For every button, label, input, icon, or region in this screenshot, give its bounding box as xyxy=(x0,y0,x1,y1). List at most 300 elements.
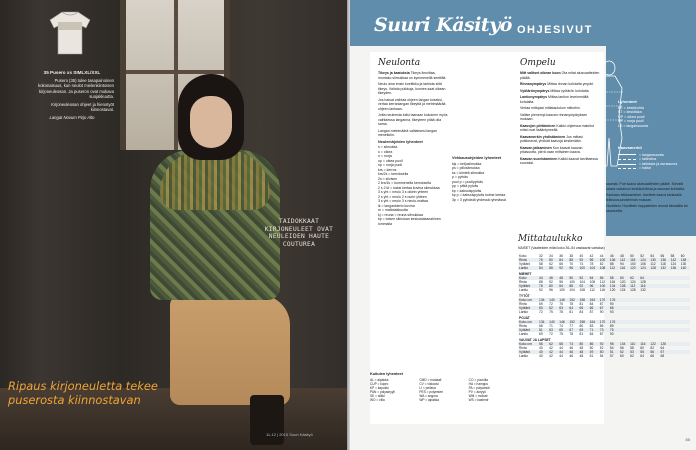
size-header-cell: 46 xyxy=(609,254,614,258)
size-cell: 87 xyxy=(589,310,594,314)
instruction-paragraph xyxy=(378,98,448,112)
yarn-abbr-item: CO = puuvilla xyxy=(468,378,488,382)
size-section-label: VAUVAT JA LAPSET xyxy=(519,338,551,342)
size-cell: 112 xyxy=(609,266,619,270)
legend-item: KE = keskikohta xyxy=(618,105,644,110)
size-cell: 40 xyxy=(538,346,543,350)
size-cell: 68 xyxy=(609,306,619,310)
side-paragraph: Huolittelu: Huolittele kappaleiden reunat siksakilla tai saumurilla. xyxy=(606,204,688,213)
abbr-item: krs/2s = kerroksella xyxy=(378,172,409,176)
legend-item: OP = oikea puoli xyxy=(618,114,645,119)
size-cell: 68 xyxy=(660,354,665,358)
size-cell: 78 xyxy=(569,302,574,306)
size-header-cell: 44 xyxy=(599,254,604,258)
size-cell: 90 xyxy=(609,302,614,306)
paragraph-text: Mittaa rinnan kohdalta ympäri. xyxy=(547,82,595,86)
size-cell: 100 xyxy=(578,266,588,270)
size-cell: 86 xyxy=(589,342,599,346)
abbr-item: 2 s 2 kt = kaksi kertaa kuvina silmukkaa xyxy=(378,185,440,190)
size-cell: 65 xyxy=(578,306,588,310)
yarn-abbr-item: CMD = modaali xyxy=(419,378,442,382)
size-cell: 176 xyxy=(609,298,619,302)
size-cell: 142 xyxy=(670,258,680,262)
size-cell: 92 xyxy=(578,284,588,288)
size-cell: 69 xyxy=(578,328,588,332)
size-row-label: Rinta xyxy=(519,302,527,306)
size-cell: 104 xyxy=(589,266,599,270)
size-cell: 48 xyxy=(579,354,584,358)
model-face xyxy=(190,96,232,148)
size-cell: 90 xyxy=(599,310,604,314)
legend-title: Lyhenteet xyxy=(618,99,637,104)
side-paragraph: Kankaan leikkaaminen: Asettele kaava kankaalle leikkuusuunnitelman mukaan. xyxy=(606,193,682,202)
size-cell: 67 xyxy=(599,306,609,310)
size-cell: 132 xyxy=(640,288,646,292)
paragraph-lead: Lantionympärys xyxy=(520,95,549,99)
yarn-abbr-title: Kuituien lyhenteet xyxy=(370,372,403,376)
size-cell: 87 xyxy=(599,302,604,306)
size-cell: 55 xyxy=(639,350,649,354)
size-header-cell: 38 xyxy=(569,254,574,258)
abbreviation-legend xyxy=(618,100,692,129)
knitting-heading: Neulonta xyxy=(378,58,421,68)
size-cell: 130 xyxy=(680,262,687,266)
size-cell: 96 xyxy=(589,258,599,262)
size-cell: 66 xyxy=(589,306,599,310)
marks-title: Kaavamerkit xyxy=(618,145,642,150)
yarn-abbr-item: WP = alpakka xyxy=(419,398,440,403)
size-table-title: Mittataulukko xyxy=(518,234,583,244)
size-cell: 104 xyxy=(609,284,619,288)
size-cell: 120 xyxy=(609,288,616,292)
size-cell: 158 xyxy=(578,298,588,302)
size-cell: 87 xyxy=(599,332,604,336)
size-row-label: Lantio xyxy=(519,288,528,292)
size-cell: 69 xyxy=(538,302,543,306)
caption-paragraph: Pusero (35) tulee tasapainoinen kokonaisuus, kun neulot mielenkiintoisen kirjoneuleosan. Ja puseron ovat mukava suojakkuutta. xyxy=(38,78,114,99)
size-cell: 116 xyxy=(639,284,649,288)
size-cell: 72 xyxy=(549,332,553,336)
size-cell: 78 xyxy=(589,262,594,266)
model-trousers xyxy=(170,295,290,405)
size-cell: 44 xyxy=(559,354,563,358)
size-cell: 62 xyxy=(548,306,558,310)
paragraph-text: Kaikki ohjeessa mainitut mitat ovat lisääntyneellä. xyxy=(520,123,594,132)
size-cell: 64 xyxy=(639,276,649,280)
size-cell: 50 xyxy=(589,346,594,350)
yarn-abbr-item: AL = alpakka xyxy=(370,378,389,382)
yarn-abbr-box xyxy=(370,372,514,424)
abbr-item: o = oikea xyxy=(378,149,393,154)
abbr-item: kp p = kaksoispylväs kolme kertaa xyxy=(452,193,506,197)
size-cell: 65 xyxy=(558,328,568,332)
size-cell: 136 xyxy=(670,266,680,270)
paragraph-lead: Kaavan suoristaminen xyxy=(520,156,559,161)
size-cell: 128 xyxy=(640,280,646,284)
size-cell: 108 xyxy=(619,284,629,288)
legend-item: KT = keskitaka xyxy=(618,110,642,115)
size-row-label: Lantio xyxy=(519,310,528,314)
size-section-label: POJAT xyxy=(519,316,530,320)
yarn-abbr-item: PV = akryyli xyxy=(468,390,486,395)
size-cell: 50 xyxy=(568,276,578,280)
size-table-intro: NAISET (Vaatteiden mitat koko 36–54 vastaavat vartaloa) xyxy=(518,246,605,250)
size-cell: 128 xyxy=(630,288,636,292)
size-cell: 58 xyxy=(538,262,543,266)
size-row-label: Koko cm xyxy=(518,342,538,346)
size-cell: 54 xyxy=(589,276,599,280)
size-table xyxy=(518,254,690,358)
size-cell: 48 xyxy=(558,276,568,280)
abbr-item: p = pylväs xyxy=(452,175,468,179)
size-row-label: Vyötärö xyxy=(518,306,538,310)
size-row-label: Vyötärö xyxy=(519,262,531,266)
size-header-cell: 56 xyxy=(660,254,665,258)
dashed-line-icon xyxy=(618,168,636,169)
abbr-item: 3 s yht = neulo 3 s oikein yhteen xyxy=(378,190,429,194)
size-cell: 84 xyxy=(589,302,594,306)
size-cell: 69 xyxy=(538,332,543,336)
size-row-label: Koko cm xyxy=(518,320,538,324)
abbr-item: op = oikea puoli xyxy=(378,158,403,163)
model-boot xyxy=(250,395,284,445)
size-header-cell: 60 xyxy=(680,254,685,258)
size-cell: 92 xyxy=(558,266,568,270)
title-band xyxy=(350,0,696,46)
abbr-item: m = mattotakkuutta xyxy=(378,208,408,212)
size-row-label: Koko cm xyxy=(518,298,538,302)
crochet-column xyxy=(452,154,516,202)
photo-caption xyxy=(30,70,114,124)
size-cell: 46 xyxy=(568,350,578,354)
knitting-abbr-list xyxy=(378,145,448,226)
size-cell: 62 xyxy=(630,354,634,358)
side-text-column xyxy=(606,182,690,215)
size-cell: 106 xyxy=(609,258,619,262)
marks-list xyxy=(618,153,692,171)
size-row-label: Lantio xyxy=(518,266,538,270)
instruction-paragraph xyxy=(378,71,448,80)
size-cell: 76 xyxy=(538,258,548,262)
size-cell: 164 xyxy=(589,298,599,302)
pattern-marks-legend xyxy=(618,146,692,171)
size-cell: 120 xyxy=(619,280,626,284)
size-row-label: Lantio xyxy=(519,332,528,336)
abbr-item: 2 s yht = neulo 2 s nurin yhteen xyxy=(378,194,427,199)
abbr-item: kp = kaksoispylväs xyxy=(452,188,482,193)
paragraph-lead: Kaavan jatkaminen xyxy=(520,145,553,150)
size-cell: 64 xyxy=(568,306,578,310)
size-cell: 88 xyxy=(548,266,558,270)
size-cell: 44 xyxy=(559,346,563,350)
size-row-label: Vyötärö xyxy=(518,328,538,332)
size-cell: 74 xyxy=(568,342,578,346)
size-header-cell: 58 xyxy=(670,254,675,258)
size-cell: 100 xyxy=(630,262,636,266)
size-cell: 62 xyxy=(629,276,639,280)
size-cell: 78 xyxy=(559,310,563,314)
size-cell: 84 xyxy=(579,310,584,314)
size-cell: 88 xyxy=(609,262,614,266)
paragraph-text: Langan metrimäärä valitaksesi langan menekkiin. xyxy=(378,128,437,137)
size-cell: 140 xyxy=(548,320,558,324)
paragraph-text: Mittaa vyötärön kohdalta. xyxy=(550,88,590,93)
paragraph-lead: Rinnanympärys xyxy=(520,82,548,86)
paragraph-text: Ota mitat alusvaatteiden päältä. xyxy=(520,71,600,80)
size-cell: 52 xyxy=(619,350,629,354)
size-row-label: Rinta xyxy=(518,258,538,262)
size-cell: 104 xyxy=(619,342,629,346)
size-cell: 112 xyxy=(650,262,656,266)
yarn-abbr-item: HA = hamppu xyxy=(468,382,489,387)
mark-label: = taitoksia ja sivusauma xyxy=(639,161,678,166)
caption-credit: Langat Novum Pirjo Alto xyxy=(49,115,95,121)
size-cell: 152 xyxy=(568,320,578,324)
abbr-item: ks = kiinteä silmukka xyxy=(452,170,485,175)
size-cell: 75 xyxy=(559,302,563,306)
paragraph-text: Jos haluat vaihtaa ohjeen langan toiseksi, vertaa kerranlangan tikeyttä ja metrimäärää ohjeen lankaan. xyxy=(378,97,446,111)
size-cell: 140 xyxy=(680,266,690,270)
size-cell: 80 xyxy=(548,258,558,262)
yarn-abbr-grid xyxy=(370,378,514,403)
yarn-abbr-item: WA = angora xyxy=(419,394,438,399)
size-cell: 124 xyxy=(639,258,649,262)
size-row-label: Vyötärö xyxy=(518,284,538,288)
paragraph-lead: Vyötärönympärys xyxy=(520,88,551,93)
size-cell: 48 xyxy=(578,350,588,354)
size-cell: 104 xyxy=(579,280,585,284)
legend-item: LS = langansuunta xyxy=(618,123,649,128)
size-cell: 108 xyxy=(589,280,596,284)
section-title: OHJESIVUT xyxy=(517,24,593,36)
size-cell: 67 xyxy=(568,328,578,332)
size-cell: 164 xyxy=(589,320,599,324)
size-cell: 52 xyxy=(599,346,604,350)
size-cell: 84 xyxy=(538,266,548,270)
size-cell: 98 xyxy=(609,342,619,346)
size-cell: 62 xyxy=(549,262,553,266)
paragraph-lead: Kaavamerkin yhdistäminen xyxy=(520,134,567,139)
paragraph-text: Mittaa lantion leveimmältä kohdalta. xyxy=(520,95,589,104)
yarn-abbr-item: LI = pellava xyxy=(419,386,436,391)
size-cell: 134 xyxy=(538,298,548,302)
legend-items xyxy=(618,106,692,129)
crochet-abbr-heading: Virkkausohjeiden lyhenteet xyxy=(452,156,502,160)
size-cell: 92 xyxy=(538,288,543,292)
size-cell: 108 xyxy=(599,266,609,270)
size-cell: 118 xyxy=(660,262,666,266)
size-cell: 128 xyxy=(649,266,659,270)
size-cell: 44 xyxy=(538,276,548,280)
size-cell: 61 xyxy=(538,328,548,332)
size-cell: 80 xyxy=(579,324,584,328)
size-cell: 57 xyxy=(609,354,614,358)
size-cell: 92 xyxy=(578,258,588,262)
size-cell: 92 xyxy=(549,280,553,284)
size-cell: 92 xyxy=(599,342,609,346)
abbr-item: kjs = ketjusilmukka xyxy=(452,161,482,166)
size-cell: 124 xyxy=(670,262,677,266)
size-cell: 112 xyxy=(599,280,605,284)
size-cell: 116 xyxy=(599,288,605,292)
size-cell: 75 xyxy=(609,328,619,332)
abbr-item: lk = langankierto kuvina xyxy=(378,203,415,208)
size-cell: 88 xyxy=(568,258,578,262)
size-cell: 64 xyxy=(660,346,665,350)
abbr-item: ps = piilosilmukka xyxy=(452,166,480,170)
size-cell: 60 xyxy=(619,276,629,280)
yarn-abbr-item: CUP = kupro xyxy=(370,382,389,387)
size-cell: 46 xyxy=(548,276,558,280)
size-cell: 56 xyxy=(619,346,624,350)
size-cell: 78 xyxy=(569,332,574,336)
size-header-cell: 50 xyxy=(630,254,634,258)
side-paragraph: saumat. Pue kaava alusvaatteiden päälle. Kiinnitä kaava vartaloon keskikohdista ja sauman kohdalta. xyxy=(606,182,685,191)
size-cell: 83 xyxy=(589,324,594,328)
abbr-item: pp = pitkä pylväs xyxy=(452,184,479,188)
size-cell: 68 xyxy=(558,342,568,346)
size-cell: 88 xyxy=(538,280,543,284)
size-cell: 89 xyxy=(609,324,614,328)
mark-item xyxy=(618,166,692,171)
size-row-label: Rinta xyxy=(519,346,527,350)
page-headline: Ripaus kirjoneuletta tekee puserosta kiinnostavan xyxy=(8,379,158,407)
size-cell: 124 xyxy=(639,266,649,270)
instruction-paragraph xyxy=(378,113,448,127)
abbr-item: 3p = 3 pylvästä yhdessä ryhmässä xyxy=(452,197,506,202)
size-cell: 110 xyxy=(629,342,639,346)
size-cell: 64 xyxy=(640,354,644,358)
sweater-sketch-icon xyxy=(46,8,94,58)
yarn-abbr-item: KP = kapokki xyxy=(370,386,389,391)
knitting-paragraphs xyxy=(378,71,448,138)
model-code: 35 Pusero xs SIMLXL/XXL xyxy=(43,70,101,75)
size-cell: 100 xyxy=(599,284,609,288)
size-cell: 80 xyxy=(578,342,588,346)
size-cell: 62 xyxy=(548,342,558,346)
size-cell: 51 xyxy=(609,350,619,354)
dashed-line-icon xyxy=(618,159,636,160)
size-cell: 112 xyxy=(629,284,639,288)
size-cell: 76 xyxy=(538,284,548,288)
size-cell: 56 xyxy=(649,350,659,354)
size-header-cell: 54 xyxy=(650,254,655,258)
abbr-item: 3 s yht = neulo 3 s neulo-mattaa xyxy=(378,199,428,203)
size-cell: 104 xyxy=(569,288,575,292)
size-cell: 82 xyxy=(599,262,604,266)
size-cell: 54 xyxy=(599,354,604,358)
size-cell: 63 xyxy=(558,306,568,310)
instruction-paragraph xyxy=(378,129,448,138)
abbr-item: 2s = siivisen xyxy=(378,176,398,181)
knitting-column xyxy=(378,58,448,226)
size-cell: 62 xyxy=(650,346,655,350)
size-header-cell: 40 xyxy=(579,254,584,258)
paragraph-lead: Tikeys ja kaatuksia xyxy=(378,71,411,75)
paragraph-text: Valitse pienempi kaavan rinnanympäryksen mukaan. xyxy=(520,112,588,121)
size-cell: 74 xyxy=(559,324,563,328)
paragraph-text: Vertaa mittojasi mittataulukon mittoihin. xyxy=(520,106,581,110)
size-cell xyxy=(670,354,680,358)
size-row-label: Koko xyxy=(518,276,538,280)
size-row-label: Rinta xyxy=(519,324,527,328)
size-cell: 88 xyxy=(568,284,578,288)
size-cell: 73 xyxy=(599,328,609,332)
abbr-item: krs = kerros xyxy=(378,167,397,172)
mark-label: = haitot xyxy=(639,166,651,171)
size-cell: 122 xyxy=(649,342,659,346)
size-cell: 60 xyxy=(640,346,644,350)
pull-quote: TAIDOKKAAT KIRJONEULEET OVAT NEULEIDEN HAUTE COUTUREA xyxy=(264,218,334,248)
size-cell: 100 xyxy=(599,258,609,262)
size-cell: 63 xyxy=(548,328,558,332)
abbr-item: puol p = puolipylväs xyxy=(452,179,483,184)
size-cell: 42 xyxy=(549,354,553,358)
paragraph-text: Kun kaavat kaavan pituisuutta, piirrä osan mittainen kaava. xyxy=(520,145,583,154)
size-section-label: MIEHET xyxy=(519,272,532,276)
size-cell: 158 xyxy=(578,320,588,324)
size-cell: 54 xyxy=(609,346,614,350)
paragraph-text: Jos mittasi poikkeavat, yhdistä kaavoja keskenään. xyxy=(520,134,583,143)
right-page-instructions xyxy=(350,0,696,450)
sewing-heading: Ompelu xyxy=(520,58,556,68)
yarn-abbr-item: PES = polyesteri xyxy=(419,390,443,395)
size-cell: 68 xyxy=(538,324,543,328)
size-cell: 81 xyxy=(569,310,574,314)
size-cell: 152 xyxy=(568,298,578,302)
size-cell: 81 xyxy=(579,332,584,336)
size-cell: 170 xyxy=(599,320,609,324)
size-cell: 124 xyxy=(630,280,636,284)
size-cell: 146 xyxy=(558,298,568,302)
crochet-abbr-list xyxy=(452,162,516,203)
size-cell: 96 xyxy=(589,284,599,288)
size-cell: 57 xyxy=(659,350,669,354)
size-cell: 84 xyxy=(558,284,568,288)
size-row-label: Rinta xyxy=(519,280,527,284)
left-page-photo xyxy=(0,0,347,450)
size-cell: 108 xyxy=(579,288,585,292)
size-cell: 176 xyxy=(609,320,619,324)
size-cell: 106 xyxy=(640,262,646,266)
mark-label: = taiteviiva xyxy=(639,157,657,162)
size-cell: 118 xyxy=(629,258,639,262)
size-cell: 52 xyxy=(578,276,588,280)
abbr-item: kp = toisen silmukan keskustakanahinen lommalla xyxy=(378,217,441,226)
size-cell: 58 xyxy=(609,276,619,280)
mark-label: = langansuunta xyxy=(639,152,664,157)
size-cell: 96 xyxy=(549,288,553,292)
size-cell: 70 xyxy=(569,262,574,266)
size-cell: 72 xyxy=(549,302,553,306)
yarn-abbr-item: PA = polyamidi xyxy=(468,386,490,391)
size-section-label: TYTÖT xyxy=(519,294,530,298)
size-cell: 96 xyxy=(568,266,578,270)
size-cell xyxy=(680,354,690,358)
yarn-abbr-item: WM = mohair xyxy=(468,394,488,399)
size-cell: 116 xyxy=(639,342,649,346)
size-cell: 75 xyxy=(559,332,563,336)
size-cell: 66 xyxy=(650,354,655,358)
legend-item: NP = nurja puoli xyxy=(618,119,644,124)
size-cell: 60 xyxy=(538,306,548,310)
yarn-abbr-item: SE = silkki xyxy=(370,394,385,399)
page-number: 85 xyxy=(685,437,690,442)
size-cell: 84 xyxy=(558,258,568,262)
knitting-abbr-heading: Neulemhjeiden lyhenteet xyxy=(378,139,423,144)
yarn-abbr-item: WS = kashmir xyxy=(468,398,489,403)
size-cell: 86 xyxy=(599,324,604,328)
